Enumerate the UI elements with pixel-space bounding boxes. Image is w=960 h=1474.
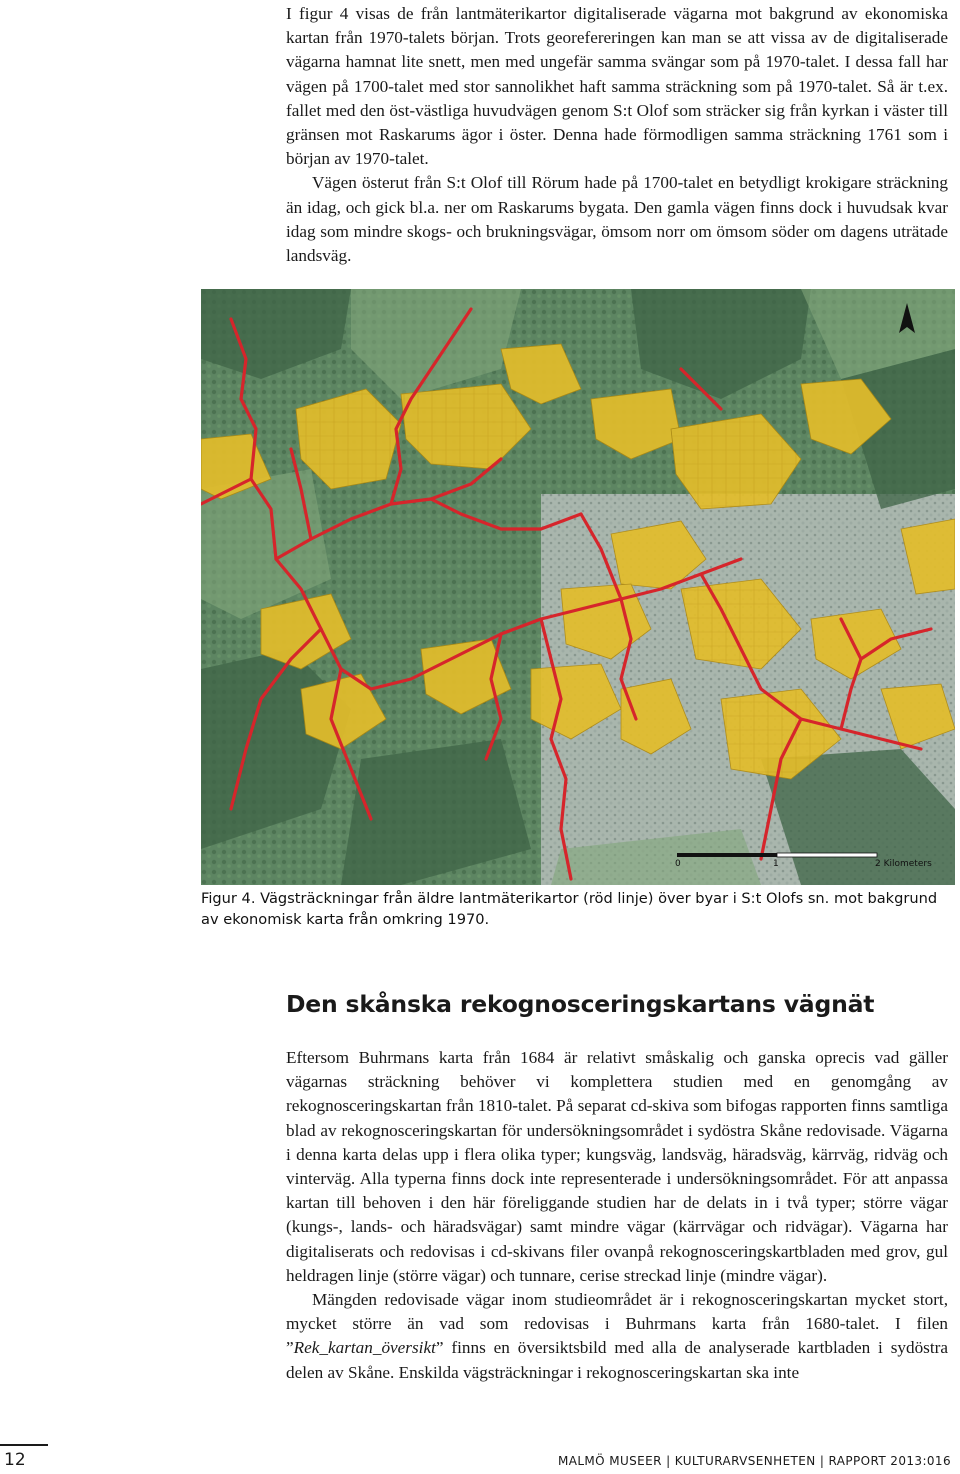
running-footer: MALMÖ MUSEER | KULTURARVSENHETEN | RAPPORT 2013:016 bbox=[557, 1454, 951, 1468]
intro-text bbox=[286, 2, 948, 268]
section-heading: Den skånska rekognosceringskartans vägnät bbox=[286, 990, 875, 1018]
body-paragraph-2 bbox=[286, 1288, 948, 1385]
road-map-figure bbox=[201, 289, 955, 885]
scale-label-2: 2 Kilometers bbox=[875, 859, 932, 869]
section-body bbox=[286, 1046, 948, 1385]
intro-paragraph-1: I figur 4 visas de från lantmäterikartor digitaliserade vägarna mot bakgrund av ekonomiska kartan från 1970-talets början. Trots georefereringen kan man se att vissa av de digitaliserade vägarna hamnat lite snett, men med ungefär samma svängar som på 1970-talet. I dessa fall har vägen på 1700-talet med stor sannolikhet haft samma sträckning som på 1970-talet. Så är t.ex. fallet med den öst-västliga huvudvägen genom S:t Olof som sträcker sig från kyrkan i väster till gränsen mot Raskarums ägor i öster. Denna hade förmodligen samma sträckning 1761 som i början av 1970-talet. bbox=[286, 4, 948, 169]
scale-label-0: 0 bbox=[675, 859, 681, 869]
footer-rule bbox=[0, 1444, 48, 1446]
body-paragraph-2-part-2: ” finns en översiktsbild med alla de analyserade kartbladen i sydöstra delen av Skåne. Enskilda vägsträckningar i rekognosceringskartan ska inte bbox=[286, 1338, 948, 1382]
figure-caption: Figur 4. Vägsträckningar från äldre lantmäterikartor (röd linje) över byar i S:t Olofs sn. mot bakgrund av ekonomisk karta från omkring 1970. bbox=[201, 890, 938, 928]
page-number: 12 bbox=[4, 1450, 26, 1470]
file-name: Rek_kartan_översikt bbox=[293, 1338, 436, 1358]
body-paragraph-1: Eftersom Buhrmans karta från 1684 är relativt småskalig och ganska oprecis vad gäller vägarnas sträckning behöver vi komplettera studien med en genomgång av rekognosceringskartan från 1810-talet. På separat cd-skiva som bifogas rapporten finns samtliga blad av rekognosceringskartan för undersökningsområdet i sydöstra Skåne redovisade. Vägarna i denna karta delas upp i flera olika typer; kungsväg, landsväg, häradsväg, kärrväg, ridväg och vinterväg. Alla typerna finns dock inte representerade i undersökningsområdet. För att anpassa kartan till behoven i den här föreliggande studien har de delats in i två typer; större vägar (kungs-, lands- och häradsvägar) samt mindre vägar (kärrvägar och ridvägar). Vägarna har digitaliserats och redovisas i cd-skivans filer ovanpå rekognosceringskartbladen med grov, gul heldragen linje (större vägar) och tunnare, cerise streckad linje (mindre vägar). bbox=[286, 1048, 948, 1285]
intro-paragraph-2: Vägen österut från S:t Olof till Rörum hade på 1700-talet en betydligt krokigare sträckning än idag, och gick bl.a. ner om Raskarums bygata. Den gamla vägen finns dock i huvudsak kvar idag som mindre skogs- och brukningsvägar, ömsom norr om ömsom söder om dagens uträtade landsväg. bbox=[286, 173, 948, 266]
body-paragraph-2-part-1: Mängden redovisade vägar inom studieområdet är i rekognosceringskartan mycket stort, mycket större än vad som redovisas i Buhrmans karta från 1680-talet. I filen ” bbox=[286, 1290, 948, 1358]
scale-label-1: 1 bbox=[773, 859, 779, 869]
